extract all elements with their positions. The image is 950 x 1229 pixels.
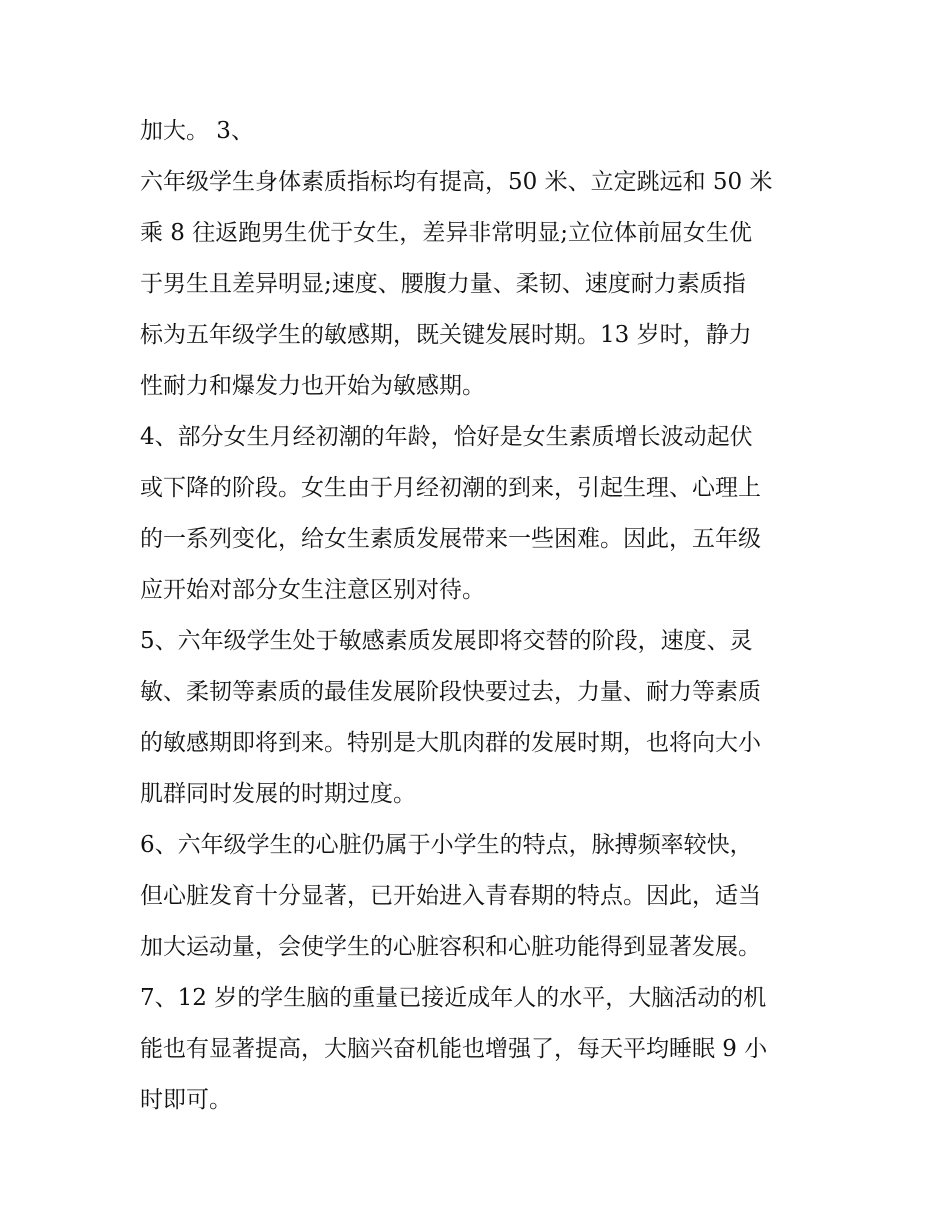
text-line: 但心脏发育十分显著，已开始进入青春期的特点。因此，适当: [140, 883, 761, 909]
text-line: 时即可。: [140, 1087, 232, 1113]
text-line: 的一系列变化，给女生素质发展带来一些困难。因此，五年级: [140, 526, 761, 552]
paragraph-item-7: [140, 973, 820, 1126]
text-line: 或下降的阶段。女生由于月经初潮的到来，引起生理、心理上: [140, 475, 761, 501]
paragraph-intro: [140, 106, 820, 157]
text-line: 的敏感期即将到来。特别是大肌肉群的发展时期，也将向大小: [140, 730, 761, 756]
text-line: 加大运动量，会使学生的心脏容积和心脏功能得到显著发展。: [140, 934, 761, 960]
text-line: 肌群同时发展的时期过度。: [140, 781, 416, 807]
paragraph-item-5: [140, 616, 820, 820]
paragraph-item-3: [140, 157, 820, 412]
text-line: 能也有显著提高，大脑兴奋机能也增强了，每天平均睡眠 9 小: [140, 1036, 768, 1062]
text-line: 5、六年级学生处于敏感素质发展即将交替的阶段，速度、灵: [140, 628, 753, 654]
text-line: 7、12 岁的学生脑的重量已接近成年人的水平，大脑活动的机: [140, 985, 767, 1011]
text-line: 标为五年级学生的敏感期，既关键发展时期。13 岁时，静力: [140, 322, 752, 348]
text-line: 六年级学生身体素质指标均有提高，50 米、立定跳远和 50 米: [140, 169, 773, 195]
text-line: 乘 8 往返跑男生优于女生，差异非常明显;立位体前屈女生优: [140, 220, 753, 246]
text-line: 性耐力和爆发力也开始为敏感期。: [140, 373, 485, 399]
text-line: 6、六年级学生的心脏仍属于小学生的特点，脉搏频率较快，: [140, 832, 753, 858]
text-line: 于男生且差异明显;速度、腰腹力量、柔韧、速度耐力素质指: [140, 271, 746, 297]
text-line: 加大。 3、: [140, 118, 254, 144]
paragraph-item-6: [140, 820, 820, 973]
document-body: [140, 106, 820, 1126]
paragraph-item-4: [140, 412, 820, 616]
text-line: 敏、柔韧等素质的最佳发展阶段快要过去，力量、耐力等素质: [140, 679, 761, 705]
text-line: 4、部分女生月经初潮的年龄，恰好是女生素质增长波动起伏: [140, 424, 753, 450]
text-line: 应开始对部分女生注意区别对待。: [140, 577, 485, 603]
